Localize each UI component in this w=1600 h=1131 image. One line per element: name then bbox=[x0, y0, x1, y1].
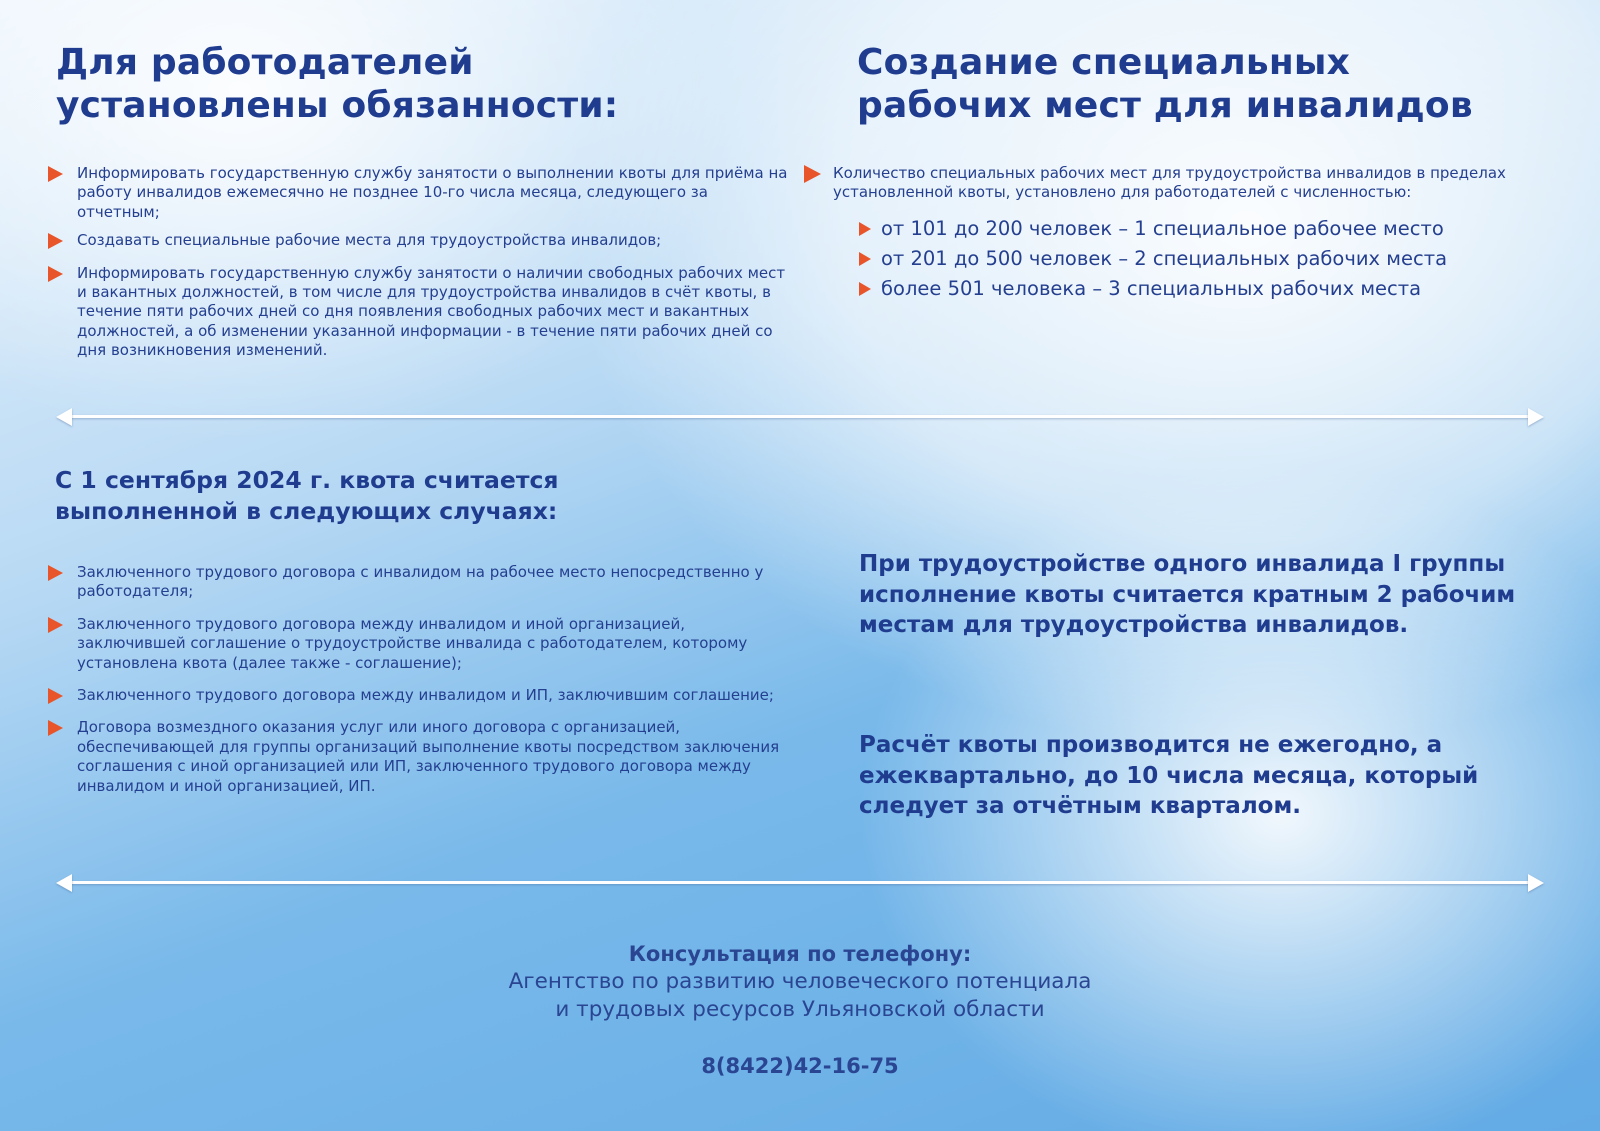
quota-title bbox=[55, 465, 795, 527]
list-item bbox=[48, 718, 788, 796]
quota-list bbox=[48, 563, 788, 796]
special-places-list bbox=[859, 214, 1559, 304]
quota-item-2: Заключенного трудового договора между инвалидом и иной организацией, заключившей соглашение о трудоустройстве инвалида с работодателем, которому установлена квота (далее также - соглашение); bbox=[77, 614, 748, 672]
arrow-right-icon bbox=[1528, 874, 1544, 892]
employers-title-line2: установлены обязанности: bbox=[56, 85, 619, 126]
quota-item-1: Заключенного трудового договора с инвалидом на рабочее место непосредственно у работодателя; bbox=[77, 563, 764, 601]
arrow-left-icon bbox=[56, 408, 72, 426]
employers-item-2: Создавать специальные рабочие места для трудоустройства инвалидов; bbox=[77, 231, 662, 250]
bullet-triangle-icon bbox=[859, 222, 871, 236]
bullet-triangle-icon bbox=[804, 165, 821, 183]
special-places-item-1: от 101 до 200 человек – 1 специальное рабочее место bbox=[881, 217, 1444, 240]
quota-title-line2: выполненной в следующих случаях: bbox=[55, 497, 558, 525]
list-item bbox=[48, 264, 790, 361]
divider-line bbox=[62, 881, 1538, 884]
special-places-title-line2: рабочих мест для инвалидов bbox=[857, 85, 1473, 126]
bullet-triangle-icon bbox=[48, 688, 63, 704]
phone-number[interactable]: 8(8422)42-16-75 bbox=[701, 1054, 899, 1078]
quota-title-line1: С 1 сентября 2024 г. квота считается bbox=[55, 466, 559, 494]
contact-title: Консультация по телефону: bbox=[628, 942, 972, 966]
bullet-triangle-icon bbox=[48, 565, 63, 581]
employers-item-1: Информировать государственную службу занятости о выполнении квоты для приёма на работу инвалидов ежемесячно не позднее 10-го числа месяца, следующего за отчетным; bbox=[77, 164, 788, 221]
employers-title-line1: Для работодателей bbox=[56, 42, 474, 83]
arrow-right-icon bbox=[1528, 408, 1544, 426]
double-arrow-divider bbox=[56, 406, 1544, 428]
divider-line bbox=[62, 415, 1538, 418]
bullet-triangle-icon bbox=[859, 252, 871, 266]
bullet-triangle-icon bbox=[48, 166, 63, 182]
bullet-triangle-icon bbox=[859, 282, 871, 296]
bullet-triangle-icon bbox=[48, 617, 63, 633]
special-places-item-3: более 501 человека – 3 специальных рабочих места bbox=[881, 277, 1422, 300]
list-item bbox=[48, 231, 790, 250]
list-item bbox=[859, 274, 1559, 304]
list-item bbox=[48, 563, 788, 602]
employers-item-3: Информировать государственную службу занятости о наличии свободных рабочих мест и вакантных должностей, в том числе для трудоустройства инвалидов в счёт квоты, в течение пяти рабочих дней со дня появления свободных рабочих мест и вакантных должностей, а об изменении указанной информации - в течение пяти рабочих дней со дня возникновения изменений. bbox=[77, 263, 786, 360]
special-places-intro-list bbox=[804, 164, 1584, 203]
quota-item-4: Договора возмездного оказания услуг или иного договора с организацией, обеспечивающей для группы организаций выполнение квоты посредством заключения соглашения с иной организацией или ИП, заключенного трудового договора между инвалидом и иной организацией, ИП. bbox=[77, 718, 780, 795]
list-item bbox=[48, 615, 788, 673]
special-places-title-line1: Создание специальных bbox=[857, 42, 1351, 83]
employers-section bbox=[56, 41, 796, 127]
special-places-intro: Количество специальных рабочих мест для трудоустройства инвалидов в пределах установленной квоты, установлено для работодателей с численностью: bbox=[833, 164, 1506, 202]
special-places-title bbox=[857, 41, 1557, 127]
list-item bbox=[804, 164, 1584, 203]
employers-list bbox=[48, 164, 790, 361]
quota-item-3: Заключенного трудового договора между инвалидом и ИП, заключившим соглашение; bbox=[77, 686, 774, 705]
bullet-triangle-icon bbox=[48, 720, 63, 736]
agency-name-line2: и трудовых ресурсов Ульяновской области bbox=[555, 997, 1045, 1022]
list-item bbox=[48, 164, 790, 222]
group1-note: При трудоустройстве одного инвалида I группы исполнение квоты считается кратным 2 рабочим местам для трудоустройства инвалидов. bbox=[859, 551, 1516, 638]
special-places-item-2: от 201 до 500 человек – 2 специальных рабочих места bbox=[881, 247, 1448, 270]
quota-section bbox=[55, 465, 795, 527]
list-item bbox=[859, 214, 1559, 244]
list-item bbox=[859, 244, 1559, 274]
special-places-section bbox=[857, 41, 1557, 127]
double-arrow-divider bbox=[56, 872, 1544, 894]
employers-title bbox=[56, 41, 796, 127]
calculation-note: Расчёт квоты производится не ежегодно, а ежеквартально, до 10 числа месяца, который следует за отчётным кварталом. bbox=[859, 732, 1479, 819]
contact-footer bbox=[0, 940, 1600, 1080]
arrow-left-icon bbox=[56, 874, 72, 892]
list-item bbox=[48, 686, 788, 705]
bullet-triangle-icon bbox=[48, 233, 63, 249]
agency-name-line1: Агентство по развитию человеческого потенциала bbox=[508, 969, 1092, 994]
bullet-triangle-icon bbox=[48, 266, 63, 282]
